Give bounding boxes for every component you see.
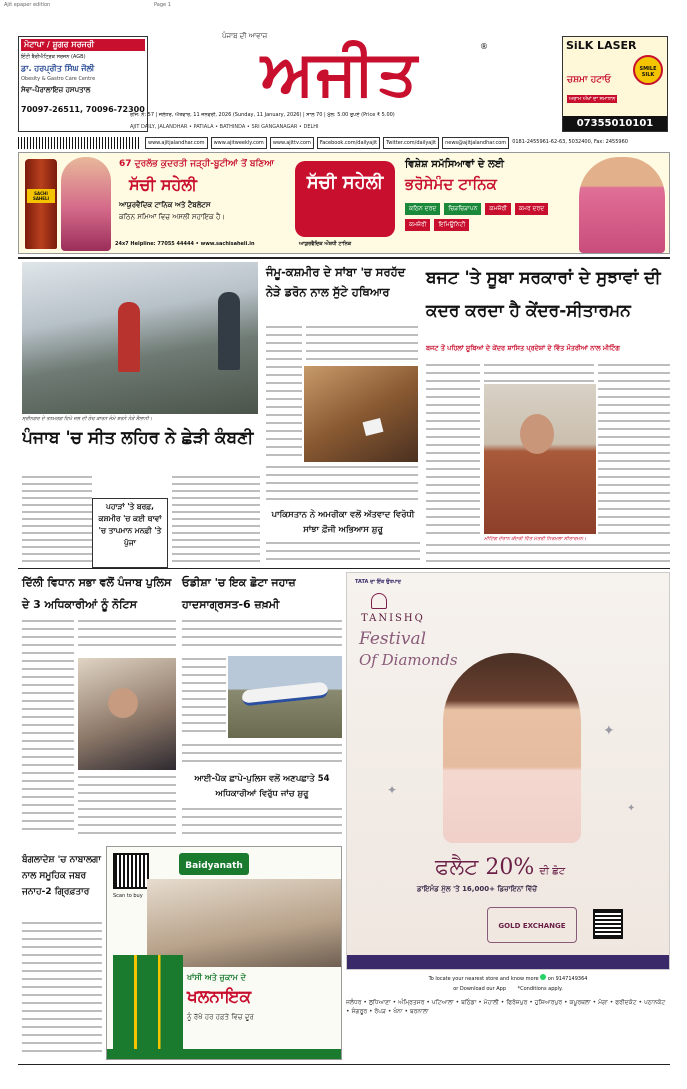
bottom-rule bbox=[18, 1064, 670, 1065]
banner-top-line: 67 ਦੁਰਲੱਭ ਕੁਦਰਤੀ ਜੜ੍ਹੀ-ਬੂਟੀਆਂ ਤੋਂ ਬਣਿਆ bbox=[119, 159, 275, 169]
ipac-subhead: ਆਈ-ਪੈਕ ਛਾਪੇ-ਪੁਲਿਸ ਵਲੋਂ ਅਣਪਛਾਤੇ 54 ਅਧਿਕਾਰੀਆਂ ਵਿਰੁੱਧ ਜਾਂਚ ਸ਼ੁਰੂ bbox=[194, 774, 330, 799]
whatsapp-number[interactable]: on 9147149364 bbox=[547, 976, 588, 982]
tanishq-ad[interactable] bbox=[346, 572, 670, 970]
left-ear-phone: 70097-26511, 70096-72300 bbox=[21, 105, 145, 114]
banner-desc-left2: ਕਠਿਨ ਸਮਿਆਂ ਵਿਚ ਅਸਲੀ ਸਹਾਇਕ ਹੈ। bbox=[119, 213, 225, 221]
tanishq-offer bbox=[435, 855, 565, 880]
website-link-2[interactable]: www.ajitweekly.com bbox=[211, 137, 267, 149]
left-ear-desc: Obesity & Gastro Care Centre bbox=[21, 76, 96, 82]
odisha-body-3 bbox=[182, 742, 342, 770]
chip-5: ਕਮਜ਼ੋਰੀ bbox=[405, 219, 430, 231]
registered-mark: ® bbox=[480, 42, 488, 51]
website-link-6[interactable]: news@ajitjalandhar.com bbox=[442, 137, 509, 149]
left-ear-subtitle: ਇੰਟੀ ਬੈਰੀਐਟ੍ਰਿਕ ਸਰਜਨ (AGB) bbox=[21, 54, 86, 60]
banner-woman-right bbox=[579, 157, 665, 253]
website-link-3[interactable]: www.ajittv.com bbox=[270, 137, 314, 149]
delhi-body-2 bbox=[78, 618, 176, 654]
right-ear-phone: 07355010101 bbox=[563, 116, 667, 131]
delhi-headline: ਦਿੱਲੀ ਵਿਧਾਨ ਸਭਾ ਵਲੋਂ ਪੰਜਾਬ ਪੁਲਿਸ ਦੇ 3 ਅਧਿਕਾਰੀਆਂ ਨੂੰ ਨੋਟਿਸ bbox=[22, 576, 172, 611]
whatsapp-icon bbox=[540, 974, 546, 980]
cold-wave-caption: ਸ੍ਰੀਨਗਰ ਦੇ ਤਨਮਰਗ ਵਿਖੇ ਜਲ ਦੀ ਠੰਢ ਕਾਰਨ ਜੰਮੇ ਝਰਨੇ ਨੇੜੇ ਸੈਲਾਨੀ। bbox=[22, 416, 153, 422]
tonic-bottle bbox=[25, 159, 57, 249]
chip-1: ਕਠਿਨ ਦਰਦ bbox=[405, 203, 440, 215]
print-strip-right: Page 1 bbox=[154, 2, 171, 8]
baidyanath-scan: Scan to buy bbox=[113, 893, 143, 899]
banner-right-title: ਵਿਸ਼ੇਸ਼ ਸਮੱਸਿਆਵਾਂ ਦੇ ਲਈ bbox=[405, 159, 504, 170]
drone-photo-sign bbox=[363, 418, 384, 436]
tanishq-brand: TANISHQ bbox=[361, 613, 425, 624]
website-link-4[interactable]: Facebook.com/dailyajit bbox=[317, 137, 380, 149]
tata-line: TATA ਦਾ ਇੱਕ ਉਤਪਾਦ bbox=[355, 579, 401, 585]
dateline: ਰਜਿ: ਨੰ: 57 | ਜਲੰਧਰ, ਐਤਵਾਰ, 11 ਜਨਵਰੀ, 2026 (Sunday, 11 January, 2026) | ਸਾਲ 70 | ਮੁੱਲ: 5.00 ਰੁਪਏ (Price ₹ 5.00) bbox=[130, 112, 395, 118]
right-ear-line: ਚਸ਼ਮਾ ਹਟਾਓ bbox=[567, 75, 612, 85]
left-ear-title: ਮੋਟਾਪਾ / ਸ਼ੂਗਰ ਸਰਜਰੀ bbox=[21, 39, 145, 51]
banner-logo-text: ਸੱਚੀ ਸਹੇਲੀ bbox=[306, 172, 384, 193]
baidyanath-qr bbox=[113, 853, 149, 889]
odisha-headline: ਓਡੀਸ਼ਾ 'ਚ ਇਕ ਛੋਟਾ ਜਹਾਜ਼ ਹਾਦਸਾਗ੍ਰਸਤ-6 ਜ਼ਖ਼ਮੀ bbox=[182, 576, 296, 611]
sachi-saheli-banner[interactable] bbox=[18, 152, 670, 254]
budget-body-4 bbox=[426, 542, 670, 564]
chip-3: ਕਮਜ਼ੋਰੀ bbox=[485, 203, 510, 215]
drone-body-1 bbox=[266, 324, 302, 460]
sitharaman-head bbox=[520, 414, 554, 454]
sitharaman-photo bbox=[484, 384, 596, 534]
delhi-body-1 bbox=[22, 618, 74, 838]
person-left bbox=[118, 302, 140, 372]
masthead bbox=[130, 28, 550, 128]
banner-woman-left bbox=[61, 157, 111, 251]
festival-line-1: Festival bbox=[359, 629, 427, 649]
drone-photo bbox=[304, 366, 418, 462]
right-ear-brand: SiLK LASER bbox=[566, 39, 637, 52]
right-ear-badge bbox=[633, 55, 663, 85]
chip-2: ਚਿੜਚਿੜਾਪਨ bbox=[444, 203, 481, 215]
baidyanath-footer bbox=[107, 1049, 341, 1059]
download-text[interactable]: or Download our App bbox=[453, 986, 506, 992]
person-right bbox=[218, 292, 240, 370]
print-strip-left: Ajit epaper edition bbox=[4, 2, 51, 8]
banner-helpline: 24x7 Helpline: 77055 44444 • www.sachisaheli.in bbox=[115, 241, 255, 247]
diamond-sparkle-1: ✦ bbox=[603, 723, 615, 739]
banner-logo bbox=[295, 161, 395, 237]
baidyanath-line3: ਨੂੰ ਰੱਖੋ ਹਰ ਹਫ਼ਤੇ ਵਿਚ ਦੂਰ bbox=[187, 1013, 254, 1021]
delhi-photo bbox=[78, 658, 176, 770]
baidyanath-photo bbox=[147, 879, 341, 967]
festival-line-2: Of Diamonds bbox=[359, 651, 458, 669]
pakistan-subhead: ਪਾਕਿਸਤਾਨ ਨੇ ਅਮਰੀਕਾ ਵਲੋਂ ਅੱਤਵਾਦ ਵਿਰੋਧੀ ਸਾਂਝਾ ਫ਼ੌਜੀ ਅਭਿਆਸ ਸ਼ੁਰੂ bbox=[271, 510, 415, 535]
gold-exchange-text: GOLD EXCHANGE bbox=[498, 922, 566, 930]
drone-body-3 bbox=[266, 464, 418, 504]
divider-top bbox=[18, 257, 670, 259]
phone-numbers: 0181-2455961-62-63, 5032400, Fax: 2455960 bbox=[512, 139, 628, 145]
banner-chips bbox=[405, 203, 575, 231]
drone-headline: ਜੰਮੂ-ਕਸ਼ਮੀਰ ਦੇ ਸਾਂਬਾ 'ਚ ਸਰਹੱਦ ਨੇੜੇ ਡਰੋਨ ਨਾਲ ਸੁੱਟੇ ਹਥਿਆਰ bbox=[266, 265, 406, 299]
bangladesh-headline: ਬੰਗਲਾਦੇਸ਼ 'ਚ ਨਾਬਾਲਗਾ ਨਾਲ ਸਮੂਹਿਕ ਜਬਰ ਜਨਾਹ-2 ਗ੍ਰਿਫ਼ਤਾਰ bbox=[22, 855, 101, 897]
cold-wave-sidebar-title: ਪਹਾੜਾਂ 'ਤੇ ਬਰਫ਼, ਕਸ਼ਮੀਰ 'ਚ ਕਈ ਥਾਵਾਂ 'ਚ ਤਾਪਮਾਨ ਮਨਫ਼ੀ 'ਤੇ ਪੁੱਜਾ bbox=[98, 502, 162, 547]
cold-wave-sidebar bbox=[92, 498, 168, 568]
tanishq-locate bbox=[346, 974, 670, 982]
baidyanath-ad[interactable] bbox=[106, 846, 342, 1060]
banner-brand-left: ਸੱਚੀ ਸਹੇਲੀ bbox=[129, 175, 197, 194]
ipac-body bbox=[182, 806, 342, 840]
cold-wave-photo bbox=[22, 262, 258, 414]
diamond-sparkle-2: ✦ bbox=[387, 783, 398, 797]
cold-wave-body-2 bbox=[172, 474, 260, 566]
diamond-sparkle-3: ✦ bbox=[627, 803, 636, 814]
logo-text: ਅਜੀਤ bbox=[260, 36, 420, 109]
right-ear-badge-text: SMILE SILK bbox=[639, 66, 657, 78]
bangladesh-body bbox=[22, 920, 102, 1060]
baidyanath-line1: ਖਾਂਸੀ ਅਤੇ ਜ਼ੁਕਾਮ ਦੇ bbox=[187, 973, 246, 982]
odisha-body-2 bbox=[182, 656, 226, 740]
cold-wave-body-1 bbox=[22, 474, 92, 566]
budget-headline: ਬਜਟ 'ਤੇ ਸੂਬਾ ਸਰਕਾਰਾਂ ਦੇ ਸੁਝਾਵਾਂ ਦੀ ਕਦਰ ਕਰਦਾ ਹੈ ਕੇਂਦਰ-ਸੀਤਾਰਮਨ bbox=[426, 268, 661, 321]
baidyanath-logo bbox=[179, 853, 249, 875]
right-ear-ad[interactable] bbox=[562, 36, 668, 132]
pakistan-body bbox=[266, 540, 420, 566]
tanishq-qr bbox=[593, 909, 623, 939]
offer-main: ਫਲੈਟ 20% bbox=[435, 855, 535, 880]
baidyanath-products bbox=[113, 955, 183, 1055]
conditions-text: *Conditions apply. bbox=[517, 986, 563, 992]
right-ear-sub: ਅਰਾਮ ਅੱਖਾਂ ਦਾ ਸਮਾਧਾਨ bbox=[569, 96, 616, 102]
odisha-body-1 bbox=[182, 618, 342, 656]
tanishq-logo-icon bbox=[371, 593, 387, 609]
tanishq-download bbox=[346, 986, 670, 992]
plane-body bbox=[241, 682, 328, 707]
plane-crash-photo bbox=[228, 656, 342, 738]
offer-sub: ਡਾਇਮੰਡ ਮੁੱਲ 'ਤੇ 16,000+ ਡਿਜ਼ਾਇਨਾਂ ਵਿੱਚੋਂ bbox=[417, 885, 537, 893]
website-link-5[interactable]: Twitter.com/dailyajit bbox=[383, 137, 439, 149]
left-ear-hospital: ਸੇਵਾ-ਪੈਰਾਲਾਇਜ਼ ਹਸਪਤਾਲ bbox=[21, 86, 91, 94]
budget-body-2 bbox=[484, 362, 594, 384]
divider-middle bbox=[18, 568, 670, 569]
budget-body-1 bbox=[426, 362, 480, 538]
gold-exchange-badge bbox=[487, 907, 577, 943]
baidyanath-brand: Baidyanath bbox=[185, 861, 243, 871]
website-strip bbox=[145, 137, 670, 149]
delhi-photo-person bbox=[108, 688, 138, 718]
baidyanath-line2: ਖਲਨਾਇਕ bbox=[187, 987, 252, 1007]
banner-logo-sub: ਆਯੁਰਵੈਦਿਕ ਔਸ਼ਧੀ ਟਾਨਿਕ bbox=[299, 241, 352, 247]
tanishq-stores: ਜਲੰਧਰ • ਲੁਧਿਆਣਾ • ਅੰਮ੍ਰਿਤਸਰ • ਪਟਿਆਲਾ • ਬਠਿੰਡਾ • ਮੋਹਾਲੀ • ਫਿਰੋਜ਼ਪੁਰ • ਹੁਸ਼ਿਆਰਪੁਰ • ਕਪੂਰਥਲਾ • ਮੋਗਾ • ਫਰੀਦਕੋਟ • ਪਠਾਨਕੋਟ • ਸੰਗਰੂਰ • ਰੋਪੜ • ਖੰਨਾ • ਬਰਨਾਲਾ bbox=[346, 999, 666, 1015]
print-strip bbox=[4, 2, 684, 10]
banner-right-main: ਭਰੋਸੇਮੰਦ ਟਾਨਿਕ bbox=[405, 175, 497, 193]
delhi-body-3 bbox=[78, 774, 176, 840]
chip-6: ਇਮਿਊਨਿਟੀ bbox=[434, 219, 469, 231]
left-ear-ad[interactable] bbox=[18, 36, 148, 132]
cold-wave-headline: ਪੰਜਾਬ 'ਚ ਸੀਤ ਲਹਿਰ ਨੇ ਛੇੜੀ ਕੰਬਣੀ bbox=[22, 428, 254, 448]
chip-4: ਕਮਰ ਦਰਦ bbox=[515, 203, 548, 215]
purple-bar bbox=[347, 955, 669, 969]
barcode-block bbox=[18, 137, 140, 149]
budget-body-3 bbox=[598, 362, 670, 538]
budget-caption: ਮੀਟਿੰਗ ਦੌਰਾਨ ਕੇਂਦਰੀ ਵਿੱਤ ਮੰਤਰੀ ਨਿਰਮਲਾ ਸੀਤਾਰਮਨ। bbox=[484, 536, 587, 542]
drone-body-2 bbox=[306, 324, 418, 364]
bottle-label: SACHI SAHELI bbox=[27, 189, 55, 203]
tanishq-model bbox=[443, 653, 581, 843]
locate-text: To locate your nearest store and know more bbox=[428, 976, 539, 982]
offer-suffix: ਦੀ ਛੋਟ bbox=[539, 866, 566, 877]
website-link-1[interactable]: www.ajitjalandhar.com bbox=[145, 137, 208, 149]
budget-deck: ਬਜਟ ਤੋਂ ਪਹਿਲਾਂ ਸੂਬਿਆਂ ਦੇ ਕੇਂਦਰ ਸ਼ਾਸਿਤ ਪ੍ਰਦੇਸ਼ਾਂ ਦੇ ਵਿੱਤ ਮੰਤਰੀਆਂ ਨਾਲ ਮੀਟਿੰਗ bbox=[426, 344, 620, 352]
banner-desc-left: ਆਯੁਰਵੈਦਿਕ ਟਾਨਿਕ ਅਤੇ ਟੈਬਲੇਟਸ bbox=[119, 201, 211, 209]
masthead-tagline: ਪੰਜਾਬ ਦੀ ਆਵਾਜ਼ bbox=[222, 32, 268, 40]
left-ear-doctor: ਡਾ. ਹਰਪ੍ਰੀਤ ਸਿੰਘ ਜੌਲੀ bbox=[21, 64, 95, 73]
editions-line: AJIT DAILY, JALANDHAR • PATIALA • BATHINDA • SRI GANGANAGAR • DELHI bbox=[130, 124, 319, 130]
